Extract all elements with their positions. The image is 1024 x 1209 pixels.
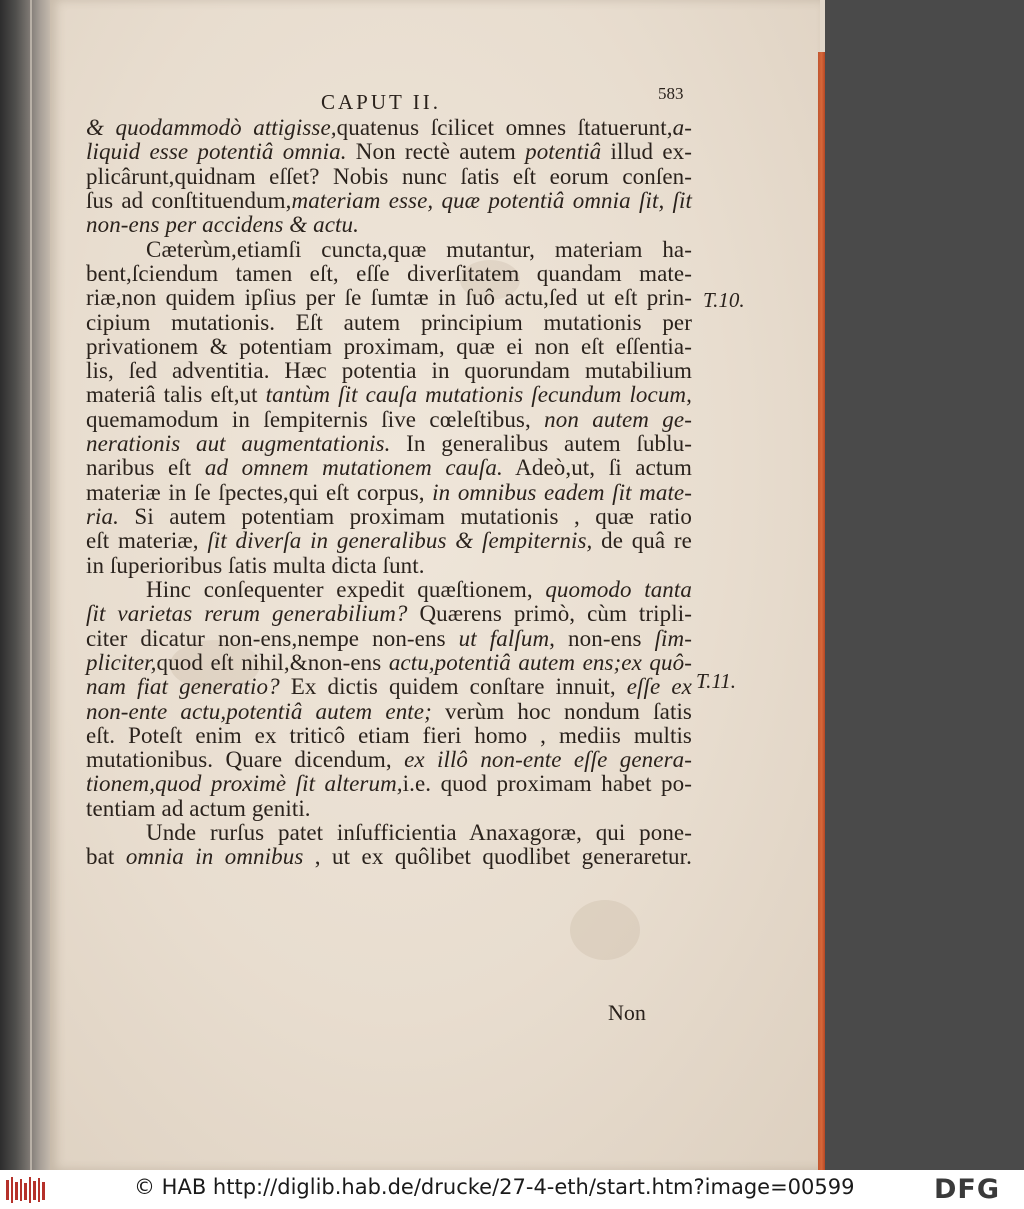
text-line [86,238,692,262]
roman-text: ſus ad conſtituendum, [86,187,292,213]
text-line [86,359,692,383]
roman-text: Hinc conſequenter expedit quæſtionem, [146,576,546,602]
roman-text: Si autem potentiam proximam mutationis , quæ ratio [119,504,692,529]
roman-text: illud ex- [601,139,692,165]
italic-text: nam fiat generatio? [86,674,280,700]
roman-text: de quâ re [592,528,692,554]
page-header [86,84,692,116]
italic-text: eſſe ex [626,674,692,700]
roman-text: mutationibus. Quare dicendum, [86,747,405,773]
text-line [86,456,692,480]
text-line [86,335,692,359]
roman-text: i.e. quod proximam habet po- [402,771,692,797]
text-line [86,383,692,407]
running-head: CAPUT II. [321,90,441,114]
roman-text: bent,ſciendum tamen eſt, eſſe diverſitatem quandam mate- [86,260,692,286]
text-line [86,213,692,237]
text-line [86,505,692,529]
italic-text: tionem,quod proximè ſit alterum, [86,771,403,797]
roman-text: Ex dictis quidem conſtare innuit, [279,674,627,700]
italic-text: non-ens per accidens & actu. [86,212,359,238]
text-line [86,165,692,189]
margin-note-t11: T.11. [696,669,737,693]
text-line [86,554,692,578]
text-line [86,675,692,699]
text-line [86,262,692,286]
catchword: Non [608,1000,646,1025]
page-number: 583 [658,84,684,103]
background-area [825,52,1024,1170]
left-book-spine [0,0,52,1170]
italic-text: in omnibus eadem ſit mate- [432,479,692,505]
italic-text: & quodammodò attigisse, [86,115,337,140]
roman-text: materiæ in ſe ſpectes,qui eſt corpus, [86,479,433,505]
roman-text: quod eſt nihil,&non-ens [156,649,389,675]
roman-text: non-ens [555,625,655,651]
italic-text: potentiâ [525,139,602,165]
italic-text: quomodo tanta [545,576,692,602]
text-line [86,700,692,724]
italic-text: nerationis aut augmentationis. [86,431,391,457]
roman-text: riæ,non quidem ipſius per ſe ſumtæ in ſuô actu,ſed ut eſt prin- [86,285,692,311]
background-top [825,0,1024,52]
roman-text: verùm hoc nondum ſatis [431,698,692,724]
italic-text: a- [672,115,692,140]
italic-text: ex illô non-ente eſſe genera- [404,747,692,773]
italic-text: non autem ge- [544,406,692,432]
margin-note-t10: T.10. [703,288,745,312]
italic-text: ſit diverſa in generalibus & ſempiternis, [207,528,593,554]
roman-text: , ut ex quôlibet quodlibet generaretur. [303,844,692,870]
roman-text: materiâ talis eſt,ut [86,382,266,408]
roman-text: citer dicatur non-ens,nempe non-ens [86,625,459,651]
roman-text: privationem & potentiam proximam, quæ ei non eſt eſſentia- [86,333,692,359]
italic-text: liquid esse potentiâ omnia. [86,139,347,165]
roman-text: In generalibus autem ſublu- [390,431,692,457]
italic-text: materiam esse, quæ potentiâ omnia ſit, ſit [291,187,692,213]
text-line [86,748,692,772]
copyright-url: © HAB http://diglib.hab.de/drucke/27-4-eth/start.htm?image=00599 [134,1175,855,1199]
italic-text: ria. [86,504,119,529]
roman-text: in ſuperioribus ſatis multa dicta ſunt. [86,552,425,578]
text-line [86,529,692,553]
italic-text: ut falſum, [458,625,556,651]
footer-bar [0,1170,1024,1209]
text-line [86,772,692,796]
roman-text: quemamodum in ſempiternis ſive cœleſtibus, [86,406,545,432]
text-line [86,845,692,869]
roman-text: tentiam ad actum geniti. [86,795,311,821]
text-line [86,286,692,310]
text-line [86,578,692,602]
paper-stain [570,900,640,960]
italic-text: non-ente actu,potentiâ autem ente; [86,698,432,724]
body-text [86,116,692,870]
roman-text: naribus eſt [86,455,205,481]
text-line [86,797,692,821]
text-line [86,116,692,140]
roman-text: Quærens primò, cùm tripli- [407,601,693,627]
roman-text: Unde rurſus patet inſufficientia Anaxagoræ, qui pone- [146,820,692,846]
italic-text: tantùm ſit cauſa mutationis ſecundum locum, [265,382,692,408]
text-line [86,140,692,164]
text-line [86,189,692,213]
text-line [86,627,692,651]
text-line [86,602,692,626]
roman-text: cipium mutationis. Eſt autem principium mutationis per [86,309,692,335]
text-line [86,724,692,748]
text-line [86,481,692,505]
roman-text: quatenus ſcilicet omnes ſtatuerunt, [336,115,673,140]
roman-text: plicârunt,quidnam eſſet? Nobis nunc ſatis eſt eorum conſen- [86,163,692,189]
italic-text: ſit varietas rerum generabilium? [86,601,408,627]
roman-text: eſt. Poteſt enim ex triticô etiam fieri homo , mediis multis [86,722,692,748]
roman-text: eſt materiæ, [86,528,208,554]
text-line [86,408,692,432]
roman-text: Non rectè autem [346,139,526,165]
roman-text: Cæterùm,etiamſi cuncta,quæ mutantur, materiam ha- [146,236,692,262]
text-line [86,821,692,845]
text-line [86,651,692,675]
italic-text: omnia in omnibus [125,844,304,870]
roman-text: Adeò,ut, ſi actum [502,455,692,481]
roman-text: lis, ſed adventitia. Hæc potentia in quorundam mutabilium [86,358,692,384]
barcode-logo-icon [6,1177,46,1203]
italic-text: actu,potentiâ autem ens;ex quô- [388,649,692,675]
roman-text: bat [86,844,126,870]
red-page-edge [818,52,825,1170]
text-line [86,311,692,335]
text-line [86,432,692,456]
italic-text: ſim- [654,625,693,651]
italic-text: pliciter, [86,649,157,675]
dfg-logo: DFG [934,1174,1001,1205]
italic-text: ad omnem mutationem cauſa. [204,455,503,481]
